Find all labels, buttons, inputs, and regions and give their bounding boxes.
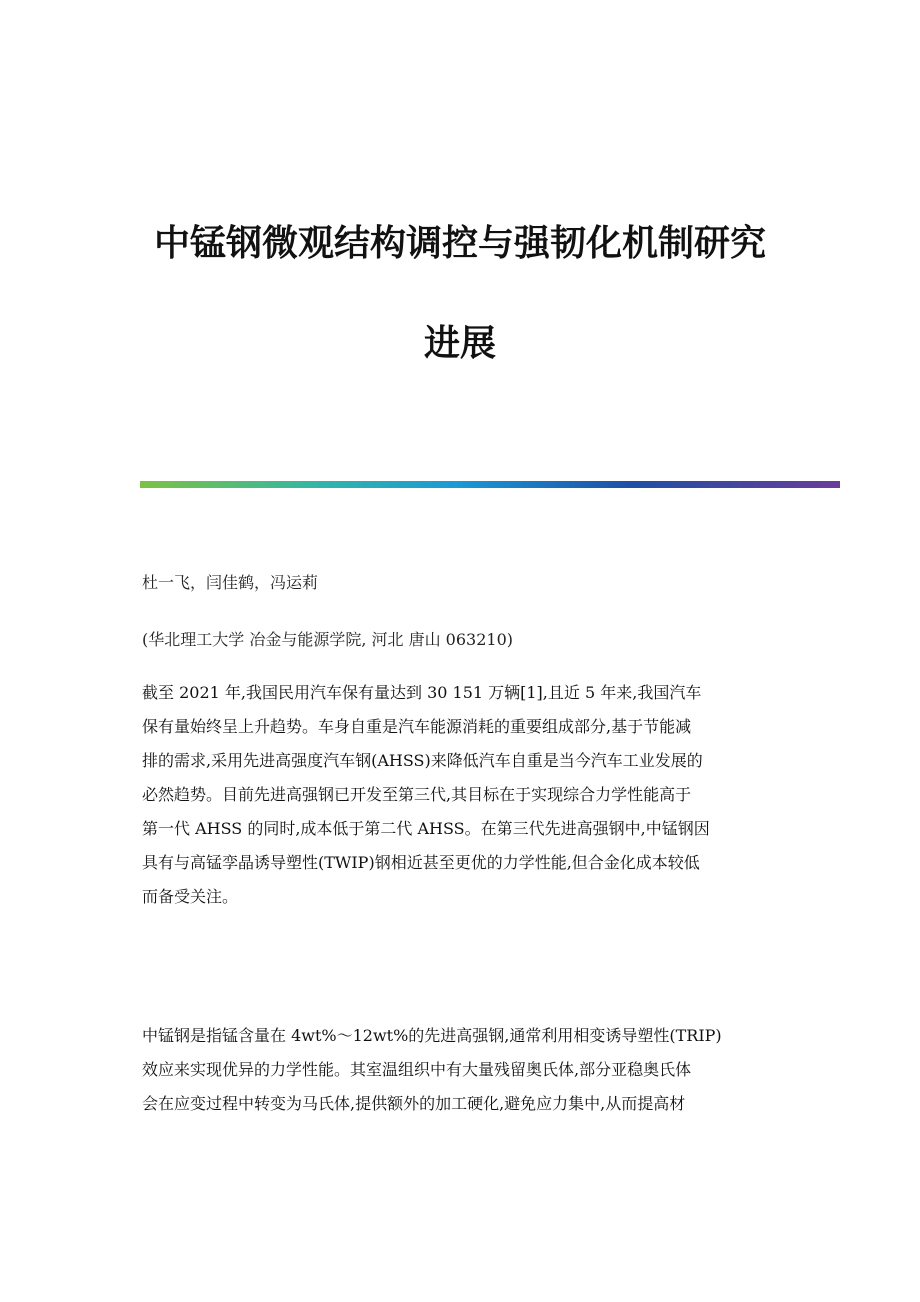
affiliation: (华北理工大学 冶金与能源学院, 河北 唐山 063210) [142, 630, 513, 649]
body-paragraph-2 [142, 1019, 782, 1121]
title-line-2: 进展 [423, 323, 496, 364]
author-list: 杜一飞，闫佳鹤，冯运莉 [142, 573, 319, 592]
paragraph-line: 截至 2021 年,我国民用汽车保有量达到 30 151 万辆[1],且近 5 年来,我国汽车 [142, 683, 702, 702]
paragraph-line: 具有与高锰孪晶诱导塑性(TWIP)钢相近甚至更优的力学性能,但合金化成本较低 [142, 853, 700, 872]
paragraph-line: 中锰钢是指锰含量在 4wt%～12wt%的先进高强钢,通常利用相变诱导塑性(TRIP) [142, 1026, 722, 1045]
paragraph-line: 保有量始终呈上升趋势。车身自重是汽车能源消耗的重要组成部分,基于节能减 [142, 717, 692, 736]
paragraph-line: 第一代 AHSS 的同时,成本低于第二代 AHSS。在第三代先进高强钢中,中锰钢因 [142, 819, 710, 838]
body-paragraph-1 [142, 676, 782, 914]
gradient-divider [140, 481, 840, 488]
paragraph-line: 必然趋势。目前先进高强钢已开发至第三代,其目标在于实现综合力学性能高于 [142, 785, 692, 804]
paragraph-line: 排的需求,采用先进高强度汽车钢(AHSS)来降低汽车自重是当今汽车工业发展的 [142, 751, 703, 770]
title-line-1: 中锰钢微观结构调控与强韧化机制研究 [153, 223, 766, 264]
paragraph-line: 效应来实现优异的力学性能。其室温组织中有大量残留奥氏体,部分亚稳奥氏体 [142, 1060, 692, 1079]
paragraph-line: 会在应变过程中转变为马氏体,提供额外的加工硬化,避免应力集中,从而提高材 [142, 1094, 686, 1113]
paragraph-line: 而备受关注。 [142, 887, 239, 906]
